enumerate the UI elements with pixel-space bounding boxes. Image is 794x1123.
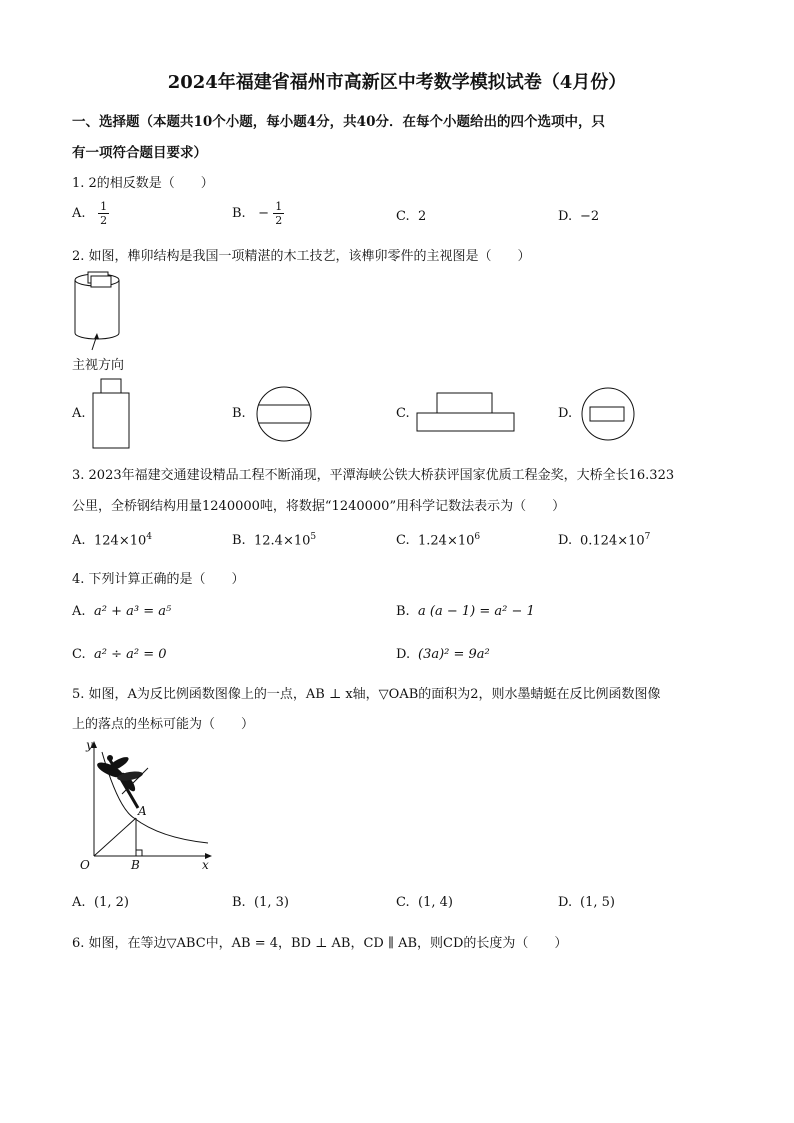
axis-label-x: x (202, 858, 209, 872)
page-title: 2024年福建省福州市高新区中考数学模拟试卷（4月份） (167, 72, 627, 93)
q2-option-b-label[interactable]: B. (232, 406, 246, 421)
fraction: $\frac{1}{2}$ (275, 200, 283, 227)
question-1-stem: 1. 2的相反数是（ ） (72, 176, 214, 191)
q3-option-c[interactable]: C. $1.24\times 10^6$ (396, 532, 481, 549)
q4-option-b[interactable]: B. a (a − 1) = a² − 1 (396, 604, 535, 619)
q2-option-b-figure (254, 385, 314, 445)
dragonfly-icon (95, 755, 148, 808)
point-label-a: A (138, 804, 147, 818)
q4-option-c[interactable]: C. a² ÷ a² = 0 (72, 647, 167, 662)
q2-option-c-label[interactable]: C. (396, 406, 410, 421)
question-6-stem: 6. 如图，在等边▽ABC中，AB = 4，BD ⊥ AB，CD ∥ AB，则CD的长度为（ ） (72, 936, 568, 951)
question-2-stem: 2. 如图，榫卯结构是我国一项精湛的木工技艺，该榫卯零件的主视图是（ ） (72, 249, 531, 264)
q5-option-c[interactable]: C. (1, 4) (396, 895, 453, 910)
section-heading-line2: 有一项符合题目要求） (72, 145, 207, 161)
q4-option-a[interactable]: A. a² + a³ = a⁵ (72, 604, 172, 619)
question-5-line1: 5. 如图，A为反比例函数图像上的一点，AB ⊥ x轴，▽OAB的面积为2，则水墨蜻蜓在反比例函数图像 (72, 687, 661, 702)
q5-option-b[interactable]: B. (1, 3) (232, 895, 289, 910)
q1-option-a[interactable]: A. $\frac{1}{2}$ (72, 200, 108, 227)
q5-option-a[interactable]: A. (1, 2) (72, 895, 129, 910)
q2-option-d-label[interactable]: D. (558, 406, 573, 421)
q3-option-a[interactable]: A. $124\times 10^4$ (72, 532, 152, 549)
q3-option-d[interactable]: D. $0.124\times 10^7$ (558, 532, 651, 549)
view-direction-caption: 主视方向 (72, 358, 125, 373)
q5-option-d[interactable]: D. (1, 5) (558, 895, 615, 910)
q3-option-b[interactable]: B. $12.4\times 10^5$ (232, 532, 317, 549)
q1-option-d[interactable]: D. −2 (558, 209, 600, 224)
question-3-line2: 公里，全桥钢结构用量1240000吨，将数据“1240000”用科学记数法表示为（ ） (72, 499, 566, 514)
question-4-stem: 4. 下列计算正确的是（ ） (72, 572, 245, 587)
point-label-o: O (80, 858, 90, 872)
section-heading-line1: 一、选择题（本题共10个小题，每小题4分，共40分．在每个小题给出的四个选项中，只 (72, 114, 605, 130)
question-3-line1: 3. 2023年福建交通建设精品工程不断涌现，平潭海峡公铁大桥获评国家优质工程金奖，大桥全长16.323 (72, 468, 675, 483)
axis-label-y: y (86, 738, 93, 752)
q4-option-d[interactable]: D. (3a)² = 9a² (396, 647, 490, 662)
q2-option-c-figure (416, 392, 516, 434)
mortise-cylinder-figure (72, 270, 132, 350)
q1-option-b[interactable]: B. − $\frac{1}{2}$ (232, 200, 283, 227)
q2-option-d-figure (580, 386, 640, 444)
q1-option-c[interactable]: C. 2 (396, 209, 427, 224)
q2-option-a-label[interactable]: A. (72, 406, 86, 421)
fraction: $\frac{1}{2}$ (100, 200, 108, 227)
point-label-b: B (131, 858, 140, 872)
q2-option-a-figure (92, 378, 132, 450)
question-5-line2: 上的落点的坐标可能为（ ） (72, 717, 255, 732)
